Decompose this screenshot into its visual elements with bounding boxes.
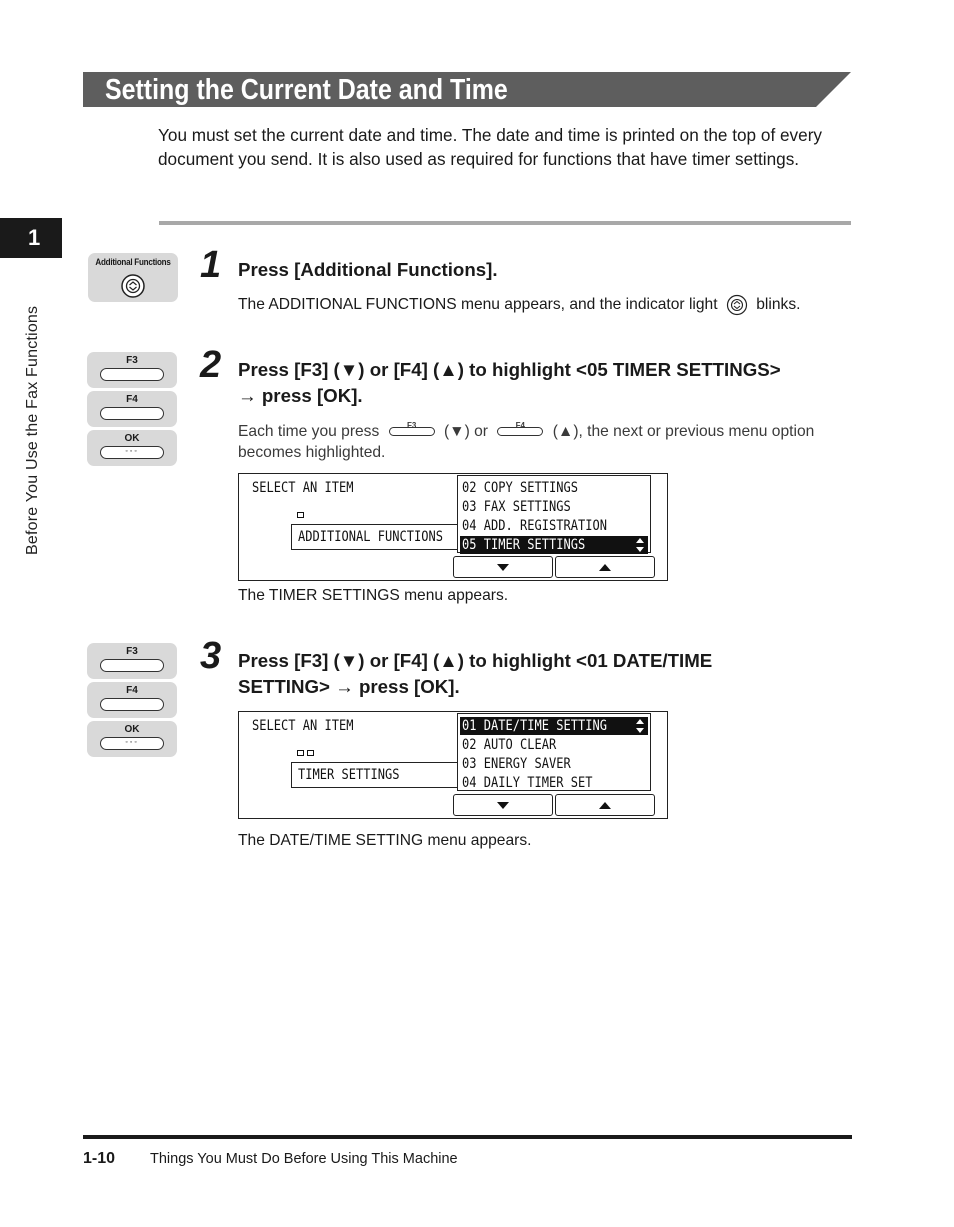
scroll-arrows-icon: [636, 538, 644, 552]
ok-key: [87, 721, 177, 757]
lcd1-current-menu-label: ADDITIONAL FUNCTIONS: [298, 529, 443, 545]
step-2-heading-line1: Press [F3] (▼) or [F4] (▲) to highlight <05 TIMER SETTINGS>: [238, 359, 781, 380]
chapter-tab: 1: [0, 218, 62, 258]
triangle-down-icon: [497, 564, 509, 571]
indicator-light-icon: [726, 294, 748, 316]
lcd2-level-indicator: [297, 750, 304, 756]
step-2-body-line2: becomes highlighted.: [238, 444, 386, 461]
lcd2-menu-item-selected[interactable]: 01 DATE/TIME SETTING: [460, 717, 648, 735]
ok-key-label: OK: [124, 724, 140, 735]
step-2-body: [238, 421, 853, 442]
lcd2-menu-item[interactable]: 03 ENERGY SAVER: [462, 756, 571, 772]
lcd1-menu-item[interactable]: 02 COPY SETTINGS: [462, 480, 578, 496]
step-1-heading: Press [Additional Functions].: [238, 259, 498, 280]
ok-key-label: OK: [124, 433, 140, 444]
f4-small-key-label: F4: [515, 421, 526, 430]
lcd2-down-button[interactable]: [453, 794, 553, 816]
lcd2-menu-item[interactable]: 02 AUTO CLEAR: [462, 737, 557, 753]
step-1-body: [238, 294, 858, 316]
f4-key-label: F4: [126, 394, 138, 405]
f3-key-label: F3: [126, 355, 138, 366]
lcd1-menu-item-selected[interactable]: 05 TIMER SETTINGS: [460, 536, 648, 554]
step-2-body-part2: (▼) or: [443, 423, 488, 440]
lcd2-level-indicator: [307, 750, 314, 756]
step-2-caption: The TIMER SETTINGS menu appears.: [238, 587, 509, 604]
f3-small-key-label: F3: [406, 421, 417, 430]
step-2-heading-line2: → press [OK].: [238, 385, 363, 406]
f4-key: [87, 682, 177, 718]
f4-key-pill: [100, 407, 164, 420]
lcd2-menu-list: [457, 713, 651, 791]
f3-key-pill: [100, 659, 164, 672]
step-number-2: 2: [200, 344, 222, 386]
f3-key: [87, 352, 177, 388]
f4-key: [87, 391, 177, 427]
step-2-body-part3: (▲), the next or previous menu option: [552, 423, 815, 440]
lcd2-current-menu-label: TIMER SETTINGS: [298, 767, 400, 783]
lcd1-up-button[interactable]: [555, 556, 655, 578]
additional-functions-key: [88, 253, 178, 302]
lcd2-prompt: SELECT AN ITEM: [252, 718, 354, 734]
ok-key-dots: ◦◦◦: [125, 448, 139, 455]
step-3-heading-line2: SETTING> → press [OK].: [238, 676, 460, 697]
lcd-screen-date-time-setting: [238, 711, 668, 819]
additional-functions-key-label: Additional Functions: [95, 257, 171, 268]
intro-paragraph: You must set the current date and time. The date and time is printed on the top of every document you send. It is also used as required for functions that have timer settings.: [158, 125, 823, 169]
lcd1-menu-item[interactable]: 03 FAX SETTINGS: [462, 499, 571, 515]
additional-functions-icon: [120, 273, 146, 299]
f3-key-label: F3: [126, 646, 138, 657]
f3-small-key-icon: [387, 421, 437, 439]
footer-chapter-title: Things You Must Do Before Using This Machine: [150, 1151, 458, 1167]
step-number-1: 1: [200, 244, 222, 286]
f3-key: [87, 643, 177, 679]
step-1-body-text-end: blinks.: [756, 296, 801, 314]
step-3-caption: The DATE/TIME SETTING menu appears.: [238, 832, 532, 849]
f4-small-key-icon: [495, 421, 545, 439]
footer-rule: [83, 1135, 852, 1139]
lcd2-up-button[interactable]: [555, 794, 655, 816]
step-3-heading-line1: Press [F3] (▼) or [F4] (▲) to highlight <01 DATE/TIME: [238, 650, 713, 671]
lcd2-menu-item[interactable]: 04 DAILY TIMER SET: [462, 775, 593, 791]
lcd1-down-button[interactable]: [453, 556, 553, 578]
lcd2-current-menu: [291, 762, 459, 788]
f4-key-pill: [100, 698, 164, 711]
triangle-up-icon: [599, 802, 611, 809]
ok-key: [87, 430, 177, 466]
f3-small-key-pill: [389, 427, 435, 436]
section-title-banner: [83, 72, 851, 107]
lcd1-menu-list: [457, 475, 651, 553]
step-2-body-part1: Each time you press: [238, 423, 380, 440]
step-1-body-text: The ADDITIONAL FUNCTIONS menu appears, and the indicator light: [238, 296, 718, 314]
ok-key-dots: ◦◦◦: [125, 739, 139, 746]
triangle-up-icon: [599, 564, 611, 571]
f3-key-pill: [100, 368, 164, 381]
lcd1-prompt: SELECT AN ITEM: [252, 480, 354, 496]
separator-bar: [159, 221, 851, 225]
step-number-3: 3: [200, 635, 222, 677]
lcd1-current-menu: [291, 524, 459, 550]
triangle-down-icon: [497, 802, 509, 809]
lcd1-menu-item[interactable]: 04 ADD. REGISTRATION: [462, 518, 607, 534]
page-number: 1-10: [83, 1150, 116, 1167]
lcd-screen-timer-settings: [238, 473, 668, 581]
f4-key-label: F4: [126, 685, 138, 696]
lcd1-level-indicator: [297, 512, 304, 518]
f4-small-key-pill: [497, 427, 543, 436]
scroll-arrows-icon: [636, 719, 644, 733]
section-title: Setting the Current Date and Time: [105, 74, 508, 106]
chapter-side-label: Before You Use the Fax Functions: [24, 305, 41, 555]
